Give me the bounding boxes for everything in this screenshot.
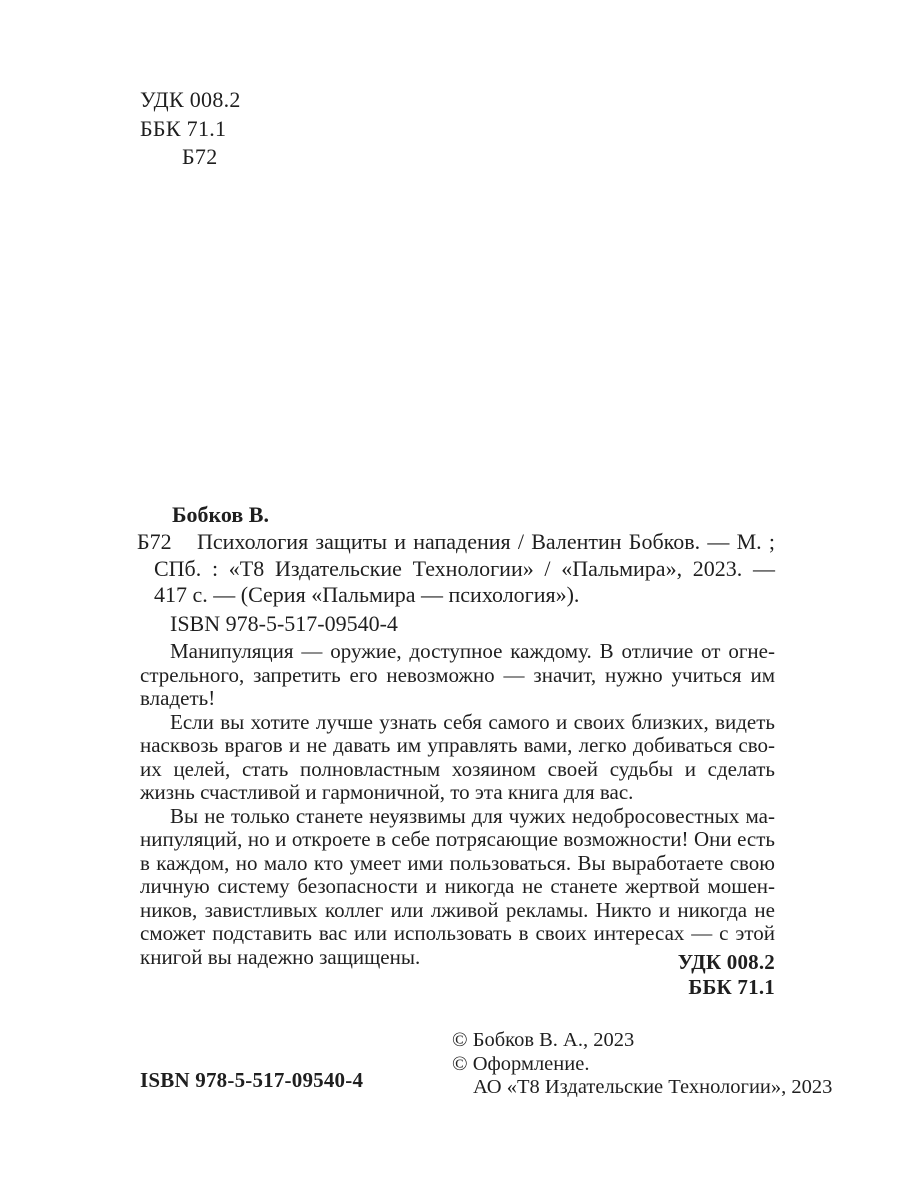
text-line: сможет подставить вас или использовать в своих интересах — с этой bbox=[140, 921, 775, 945]
top-classification-codes bbox=[140, 86, 241, 172]
text-line: © Бобков В. А., 2023 bbox=[452, 1029, 635, 1051]
text-line: 417 с. — (Серия «Пальмира — психология»). bbox=[154, 582, 580, 607]
text-line: стрельного, запретить его невозможно — значит, нужно учиться им bbox=[140, 662, 775, 687]
isbn-catalog: ISBN 978-5-517-09540-4 bbox=[170, 611, 398, 636]
annotation-paragraph-2 bbox=[140, 711, 775, 805]
catalog-entry-code: Б72 bbox=[137, 529, 172, 554]
text-line: жизнь счастливой и гармоничной, то эта книга для вас. bbox=[140, 780, 634, 804]
bbk-code-bottom: ББК 71.1 bbox=[688, 975, 775, 999]
copyright-block bbox=[452, 1029, 832, 1100]
text-line: Психология защиты и нападения / Валентин Бобков. — М. ; bbox=[197, 529, 775, 554]
text-line: © Оформление. bbox=[452, 1052, 590, 1075]
text-line: АО «Т8 Издательские Технологии», 2023 bbox=[473, 1076, 833, 1098]
text-line: личную систему безопасности и никогда не станете жертвой мошен- bbox=[140, 874, 775, 898]
text-line: книгой вы надежно защищены. bbox=[140, 944, 421, 969]
author-heading: Бобков В. bbox=[172, 502, 269, 527]
isbn-bottom: ISBN 978-5-517-09540-4 bbox=[140, 1068, 364, 1092]
text-line: СПб. : «Т8 Издательские Технологии» / «Пальмира», 2023. — bbox=[154, 555, 775, 581]
text-line: ников, завистливых коллег или лживой рекламы. Никто и никогда не bbox=[140, 897, 775, 922]
text-line: Манипуляция — оружие, доступное каждому. В отличие от огне- bbox=[170, 639, 775, 663]
udk-code: УДК 008.2 bbox=[140, 87, 241, 112]
text-line: Вы не только станете неуязвимы для чужих недобросовестных ма- bbox=[170, 803, 775, 828]
bbk-code: ББК 71.1 bbox=[140, 115, 227, 141]
text-line: их целей, стать полновластным хозяином своей судьбы и сделать bbox=[140, 756, 775, 781]
udk-code-bottom: УДК 008.2 bbox=[677, 950, 775, 974]
bottom-classification-codes bbox=[140, 950, 775, 1000]
text-line: нипуляций, но и откроете в себе потрясающие возможности! Они есть bbox=[140, 827, 775, 851]
text-line: Если вы хотите лучше узнать себя самого и своих близких, видеть bbox=[170, 709, 775, 734]
annotation bbox=[140, 640, 775, 969]
bibliographic-description bbox=[154, 529, 775, 609]
annotation-paragraph-3 bbox=[140, 805, 775, 970]
annotation-paragraph-1 bbox=[140, 640, 775, 711]
text-line: в каждом, но мало кто умеет ими пользоваться. Вы выработаете свою bbox=[140, 850, 775, 875]
text-line: владеть! bbox=[140, 686, 216, 710]
text-line: насквозь врагов и не давать им управлять вами, легко добиваться сво- bbox=[140, 733, 775, 757]
author-sign-code: Б72 bbox=[182, 144, 218, 169]
